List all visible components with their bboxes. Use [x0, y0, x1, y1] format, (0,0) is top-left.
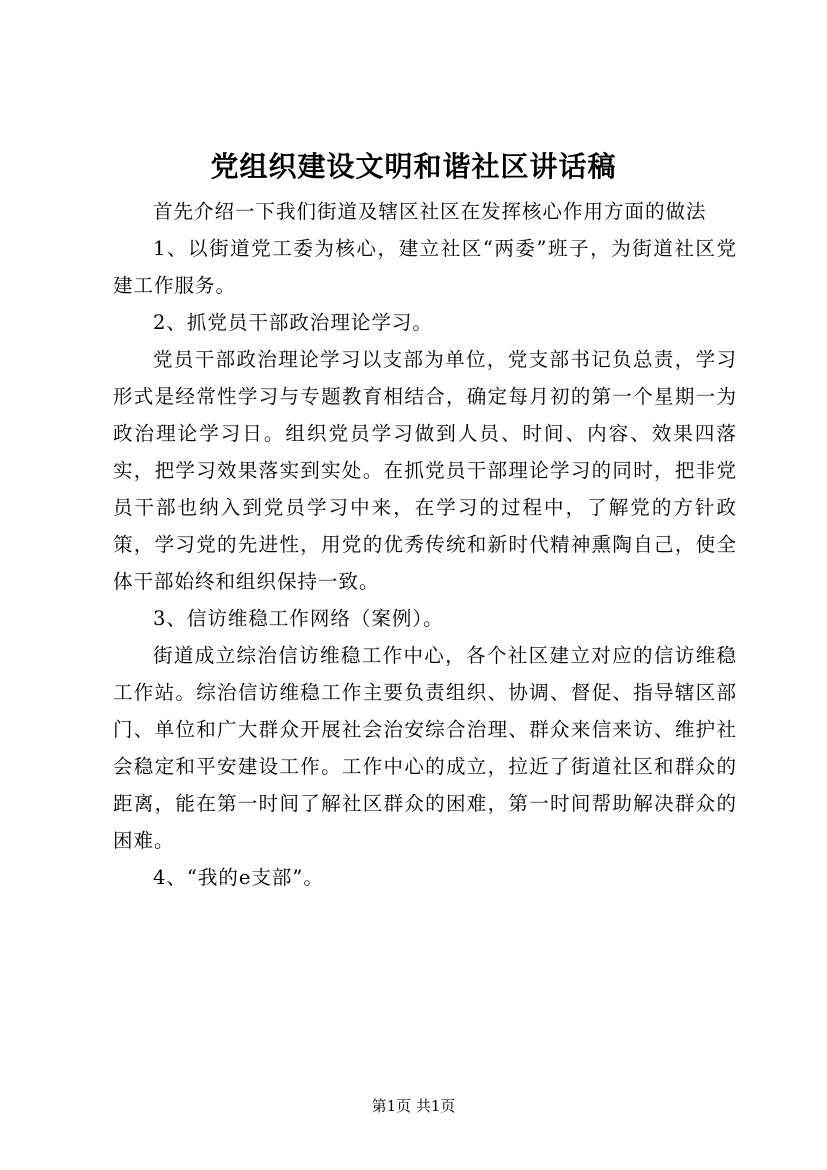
paragraph-petition-detail: 街道成立综治信访维稳工作中心，各个社区建立对应的信访维稳工作站。综治信访维稳工作主要负责组织、协调、督促、指导辖区部门、单位和广大群众开展社会治安综合治理、群众来信来访、维护社会稳定和平安建设工作。工作中心的成立，拉近了街道社区和群众的距离，能在第一时间了解社区群众的困难，第一时间帮助解决群众的困难。 [113, 644, 737, 852]
paragraph-item-2: 2、抓党员干部政治理论学习。 [153, 311, 433, 334]
paragraph-item-4: 4、“我的e支部”。 [153, 866, 324, 889]
page-footer: 第1页 共1页 [371, 1097, 456, 1115]
paragraph-study-detail: 党员干部政治理论学习以支部为单位，党支部书记负总责，学习形式是经常性学习与专题教育相结合，确定每月初的第一个星期一为政治理论学习日。组织党员学习做到人员、时间、内容、效果四落实，把学习效果落实到实处。在抓党员干部理论学习的同时，把非党员干部也纳入到党员学习中来，在学习的过程中，了解党的方针政策，学习党的先进性，用党的优秀传统和新时代精神熏陶自己，使全体干部始终和组织保持一致。 [113, 348, 737, 593]
paragraph-item-3: 3、信访维稳工作网络（案例）。 [153, 607, 444, 630]
paragraph-intro: 首先介绍一下我们街道及辖区社区在发挥核心作用方面的做法 [153, 200, 707, 223]
paragraph-item-1: 1、以街道党工委为核心，建立社区“两委”班子，为街道社区党建工作服务。 [113, 237, 737, 297]
document-body [113, 193, 737, 896]
document-title: 党组织建设文明和谐社区讲话稿 [210, 150, 617, 183]
